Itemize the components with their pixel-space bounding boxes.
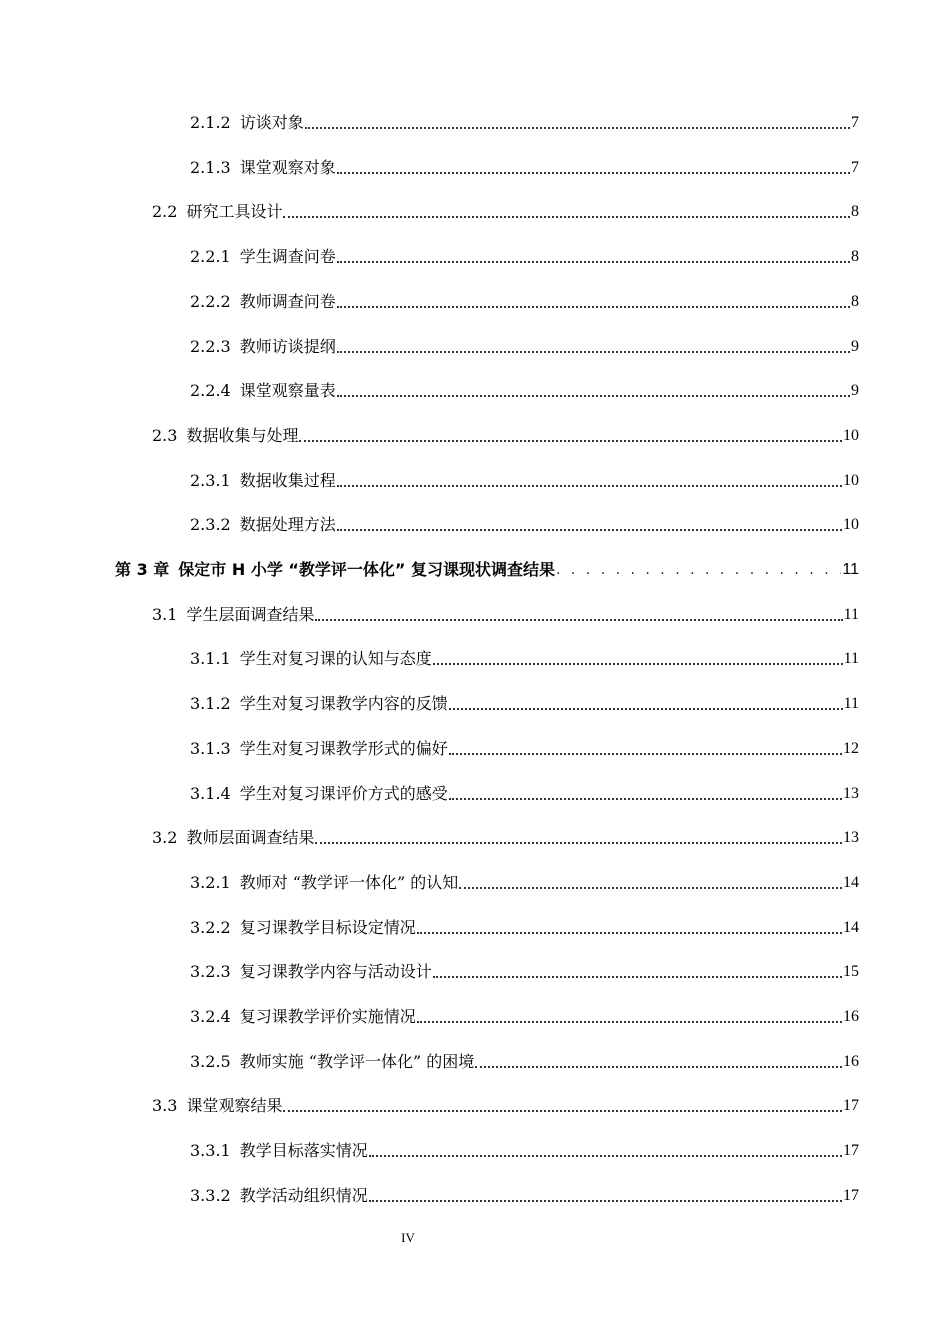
toc-entry-page: 7 [851,158,859,176]
toc-entry-title: 数据收集过程 [239,470,336,490]
toc-entry-number: 3.3.1 [190,1141,231,1161]
toc-entry-number: 3.2.5 [190,1051,231,1071]
toc-entry[interactable] [190,242,859,268]
toc-entry[interactable] [152,823,859,849]
toc-entry[interactable] [190,287,859,313]
toc-entry-page: 11 [843,695,859,713]
toc-entry-number: 2.2.1 [190,247,231,267]
toc-entry-number: 3.2.3 [190,962,231,982]
toc-entry-title: 学生对复习课的认知与态度 [239,649,432,669]
toc-dot-leader [305,124,850,129]
toc-entry-number: 3.2 [152,828,178,848]
toc-entry-number: 第 3 章 [115,560,170,579]
toc-entry-title: 学生对复习课教学内容的反馈 [239,694,448,714]
toc-entry-title: 学生层面调查结果 [186,604,315,624]
toc-entry[interactable] [152,600,859,626]
toc-entry-title: 教学目标落实情况 [239,1141,368,1161]
toc-entry[interactable] [190,689,859,715]
toc-entry-page: 8 [851,292,859,310]
toc-entry-number: 2.2.2 [190,291,231,311]
toc-entry[interactable] [152,421,859,447]
toc-entry-page: 7 [851,114,859,131]
toc-dot-leader [449,705,843,710]
toc-entry[interactable] [115,555,859,581]
toc-entry-page: 14 [843,918,859,936]
toc-dot-leader [337,482,842,487]
toc-entry-title: 数据处理方法 [239,515,336,535]
toc-entry-number: 3.1.4 [190,783,231,803]
toc-entry[interactable] [190,779,859,805]
toc-entry-number: 3.3.2 [190,1185,231,1205]
toc-entry-title: 教师对 “教学评一体化” 的认知 [239,872,459,892]
toc-entry-number: 3.1 [152,604,178,624]
toc-entry-title: 课堂观察对象 [239,157,336,177]
toc-dot-leader [337,392,850,397]
toc-entry-title: 数据收集与处理 [186,425,299,445]
toc-dot-leader [369,1197,842,1202]
toc-entry-page: 12 [843,739,859,757]
toc-entry-number: 2.3 [152,425,178,445]
toc-entry-title: 学生对复习课评价方式的感受 [239,783,448,803]
toc-entry-title: 复习课教学内容与活动设计 [239,962,432,982]
toc-entry-title: 课堂观察量表 [239,381,336,401]
toc-entry-number: 3.1.2 [190,694,231,714]
toc-entry-page: 11 [842,561,859,578]
toc-entry-page: 13 [843,829,859,847]
toc-entry[interactable] [190,1002,859,1028]
toc-dot-leader [337,348,850,353]
toc-entry-number: 2.1.3 [190,157,231,177]
toc-dot-leader [283,213,850,218]
toc-entry-page: 10 [843,516,859,534]
toc-dot-leader [433,660,843,665]
toc-entry-page: 11 [843,605,859,623]
toc-entry[interactable] [190,332,859,358]
page-number-footer [0,1230,950,1246]
toc-dot-leader [315,839,842,844]
toc-entry[interactable] [190,734,859,760]
toc-dot-leader [315,616,842,621]
toc-entry[interactable] [190,644,859,670]
toc-entry-number: 2.3.1 [190,470,231,490]
toc-entry-page: 8 [851,203,859,221]
toc-entry-page: 10 [843,426,859,444]
toc-dot-leader [449,795,842,800]
toc-entry[interactable] [190,1136,859,1162]
toc-entry-page: 13 [843,784,859,802]
toc-entry-number: 3.2.1 [190,872,231,892]
toc-entry[interactable] [190,913,859,939]
toc-entry-page: 16 [843,1052,859,1070]
toc-entry[interactable] [190,868,859,894]
toc-dot-leader [337,526,842,531]
toc-dot-leader [459,884,842,889]
toc-dot-leader [337,169,850,174]
toc-entry-title: 学生调查问卷 [239,247,336,267]
toc-entry-title: 课堂观察结果 [186,1096,283,1116]
toc-entry[interactable] [190,466,859,492]
toc-entry[interactable] [190,153,859,179]
toc-entry-number: 3.2.4 [190,1007,231,1026]
toc-entry-page: 10 [843,471,859,489]
toc-entry-title: 保定市 H 小学 “教学评一体化” 复习课现状调查结果 [178,560,555,579]
toc-entry-page: 17 [843,1097,859,1115]
toc-entry[interactable] [152,1091,859,1117]
toc-entry-page: 11 [843,650,859,668]
toc-entry-title: 教师访谈提纲 [239,336,336,356]
toc-entry-title: 教学活动组织情况 [239,1185,368,1205]
toc-entry-page: 8 [851,248,859,266]
toc-entry-number: 2.3.2 [190,515,231,535]
toc-dot-leader [475,1063,842,1068]
toc-entry-number: 2.2 [152,202,178,222]
toc-dot-leader [417,1018,842,1023]
toc-entry-title: 教师实施 “教学评一体化” 的困境 [239,1051,475,1071]
toc-entry-title: 访谈对象 [239,113,304,132]
toc-entry-page: 9 [851,337,859,355]
toc-dot-leader [449,750,842,755]
toc-entry[interactable] [152,197,859,223]
toc-entry-number: 3.1.3 [190,738,231,758]
page-number: IV [401,1230,415,1245]
toc-dot-leader [299,437,842,442]
toc-entry-page: 17 [843,1142,859,1160]
toc-entry[interactable] [190,108,859,134]
toc-dot-leader [283,1107,842,1112]
toc-entry-page: 16 [843,1008,859,1025]
toc-entry-title: 教师调查问卷 [239,291,336,311]
toc-dot-leader [433,973,842,978]
toc-entry-page: 14 [843,873,859,891]
toc-entry-page: 17 [843,1186,859,1204]
toc-entry-number: 3.2.2 [190,917,231,937]
toc-entry[interactable] [190,957,859,983]
toc-dot-leader [337,258,850,263]
toc-entry-title: 学生对复习课教学形式的偏好 [239,738,448,758]
toc-entry-number: 3.3 [152,1096,178,1116]
toc-entry-page: 15 [843,963,859,981]
toc-entry-title: 研究工具设计 [186,202,283,222]
toc-dot-leader [369,1152,842,1157]
toc-dot-leader [417,929,842,934]
toc-entry-title: 复习课教学目标设定情况 [239,917,416,937]
toc-dot-leader [337,303,850,308]
toc-entry-number: 2.2.3 [190,336,231,356]
toc-entry[interactable] [190,1047,859,1073]
toc-entry-number: 2.1.2 [190,113,231,132]
toc-entry[interactable] [190,376,859,402]
toc-entry-number: 3.1.1 [190,649,231,669]
toc-entry-title: 复习课教学评价实施情况 [239,1007,416,1026]
toc-entry[interactable] [190,1181,859,1207]
toc-dot-leader [556,559,841,581]
toc-entry[interactable] [190,510,859,536]
toc-entry-number: 2.2.4 [190,381,231,401]
toc-entry-title: 教师层面调查结果 [186,828,315,848]
toc-entry-page: 9 [851,382,859,400]
